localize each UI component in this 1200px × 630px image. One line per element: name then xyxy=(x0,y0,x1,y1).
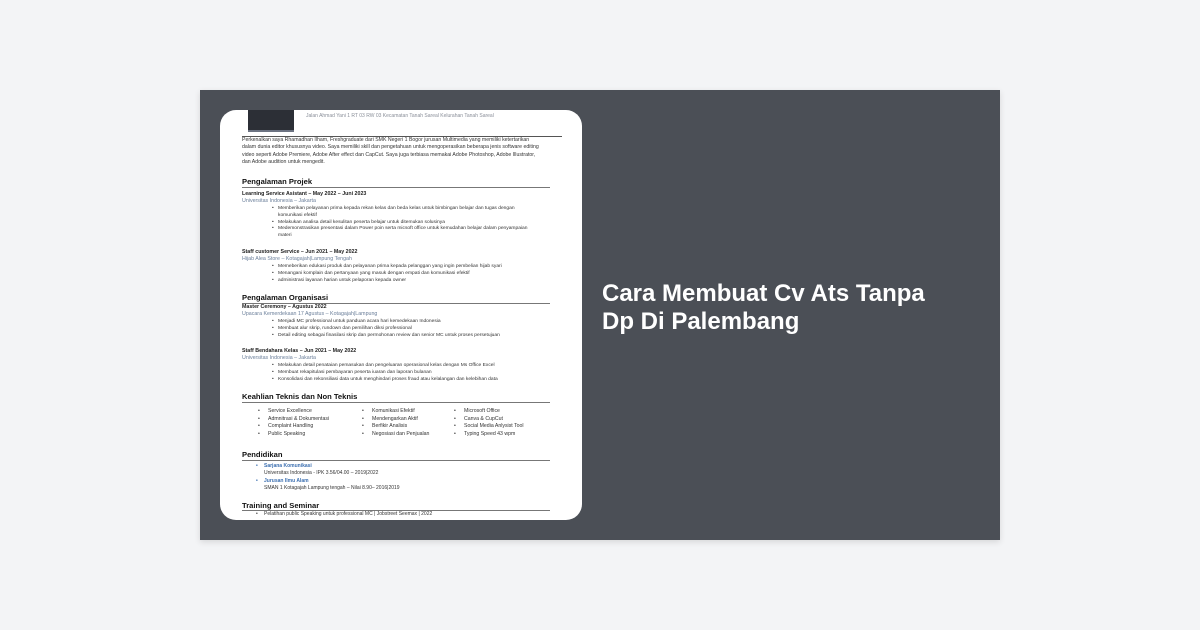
skills-column xyxy=(464,408,524,439)
list-item: • Service Excellence xyxy=(268,408,329,416)
job-org: Universitas Indonesia – Jakarta xyxy=(242,198,316,204)
job-title: Learning Service Asistant – May 2022 – Juni 2023 xyxy=(242,191,367,197)
list-item: • Negosiasi dan Penjualan xyxy=(372,431,429,439)
cv-thumbnail-image xyxy=(220,110,582,520)
list-item: • Public Speaking xyxy=(268,431,329,439)
list-item: • Detail editing sebagai finasilasi skrip dan permohonan review dan senior MC untuk proses persetujuan xyxy=(278,333,538,340)
list-item: • Pelatihan public Speaking untuk professional MC | Jobstreet Seemax | 2022 xyxy=(264,511,432,518)
list-item: • Medemonstrasikan presentasi dalam Power poin serta micsoft office untuk kemudahan belajar dalam penyampaian materi xyxy=(278,226,538,240)
list-item: • Konsolidasi dan rekonsiliasi data untuk menghindari proses fraud atau kelalangan dan kelebihan data xyxy=(278,377,538,384)
cv-intro: Perkenalkan saya Rhamadhan Ilham, Freshgraduate dari SMK Negeri 1 Bogor jurusan Multimedia yang memiliki ketertarikan dalam dunia editor khususnya video. Saya memiliki skill dan pengetahuan untuk mengoperasikan beberapa jenis software editing video seperti Adobe Premiere, Adobe After effect dan CapCut. Saya juga terbiasa memakai Adobe Photoshop, Adobe Illustrator, dan Adobe audition untuk mengedit. xyxy=(242,137,539,165)
list-item: • administrasi layanan harian untuk pelaporan kepada owner xyxy=(278,278,538,285)
list-item: • Menjadi MC professional untuk panduan acara hari kemedekaan Indonesia xyxy=(278,319,538,326)
training-list xyxy=(264,511,432,518)
list-item: • Admnitrasi & Dokumentasi xyxy=(268,416,329,424)
education-list xyxy=(264,463,400,492)
list-item: • Complaint Handling xyxy=(268,423,329,431)
job-bullets xyxy=(278,206,538,240)
article-title[interactable]: Cara Membuat Cv Ats Tanpa Dp Di Palembang xyxy=(602,280,925,335)
education-detail: Universitas Indonesia - IPK 3.56/04.00 – 2019|2022 xyxy=(264,470,379,477)
list-item: • Microsoft Office xyxy=(464,408,524,416)
job-bullets xyxy=(278,264,538,284)
list-item: • Membuat rekapitulasi pembayaran peserta iuaran dan laporan bulanan xyxy=(278,370,538,377)
list-item: • Melakukan detail penataian pemasukan dan pengeluaran operasional kelas dengan Ms Office Excel xyxy=(278,363,538,370)
job-org: Hijab Alea Store – Kotagajah|Lampung Tengah xyxy=(242,256,352,262)
skills-column xyxy=(268,408,329,439)
section-training-heading: Training and Seminar xyxy=(242,501,320,510)
divider xyxy=(242,402,550,403)
job-title: Master Ceremony – Agustus 2022 xyxy=(242,304,327,310)
education-degree: • Sarjana Komunikasi xyxy=(264,463,400,470)
divider xyxy=(242,187,550,188)
section-projects-heading: Pengalaman Projek xyxy=(242,177,313,186)
job-org: Upacara Kemerdekaan 17 Agustus – Kotagajah|Lampung xyxy=(242,311,378,317)
list-item: • Social Media Anlysist Tool xyxy=(464,423,524,431)
list-item: • Memberikan pelayanan prima kepada rekan kelas dan beda kelas untuk bimbingan belajar dan tugas dengan komunikasi efektif xyxy=(278,206,538,220)
divider xyxy=(242,460,550,461)
list-item: • Komunikasi Efektif xyxy=(372,408,429,416)
article-card[interactable] xyxy=(200,90,1000,540)
list-item: • Berfikir Analisis xyxy=(372,423,429,431)
list-item: • Menangani komplain dan pertanyaan yang masuk dengan empati dan komunikasi efektif xyxy=(278,271,538,278)
list-item: • Memeberikan edukasi produk dan pelayanan prima kepada pelanggan yang ingin pembelian hijab syari xyxy=(278,264,538,271)
job-bullets xyxy=(278,319,538,339)
education-degree: • Jurusan Ilmu Alam xyxy=(264,478,400,485)
job-bullets xyxy=(278,363,538,383)
profile-photo xyxy=(248,110,294,132)
job-org: Universitas Indonesia – Jakarta xyxy=(242,355,316,361)
skills-column xyxy=(372,408,429,439)
job-title: Staff customer Service – Jun 2021 – May 2022 xyxy=(242,249,358,255)
cv-address: Jalan Ahmad Yani 1 RT 03 RW 03 Kecamatan Tanah Sareal Kelurahan Tanah Sareal xyxy=(306,113,494,119)
education-detail: SMAN 1 Kotagajah Lampung tengah – Nilai 8.90– 2016|2019 xyxy=(264,484,400,491)
section-organization-heading: Pengalaman Organisasi xyxy=(242,293,329,302)
list-item: • Melakukan analisa detail kesulitan peserta belajar untuk ditemukan solusinya xyxy=(278,220,538,227)
section-skills-heading: Keahlian Teknis dan Non Teknis xyxy=(242,392,358,401)
section-education-heading: Pendidikan xyxy=(242,450,283,459)
list-item: • Typing Speed 43 wpm xyxy=(464,431,524,439)
list-item: • Membuat alur skrip, rundown dan pemilihan diksi professional xyxy=(278,326,538,333)
list-item: • Canva & CupCut xyxy=(464,416,524,424)
job-title: Staff Bendahara Kelas – Jun 2021 – May 2022 xyxy=(242,348,357,354)
list-item: • Mendengarkan Aktif xyxy=(372,416,429,424)
